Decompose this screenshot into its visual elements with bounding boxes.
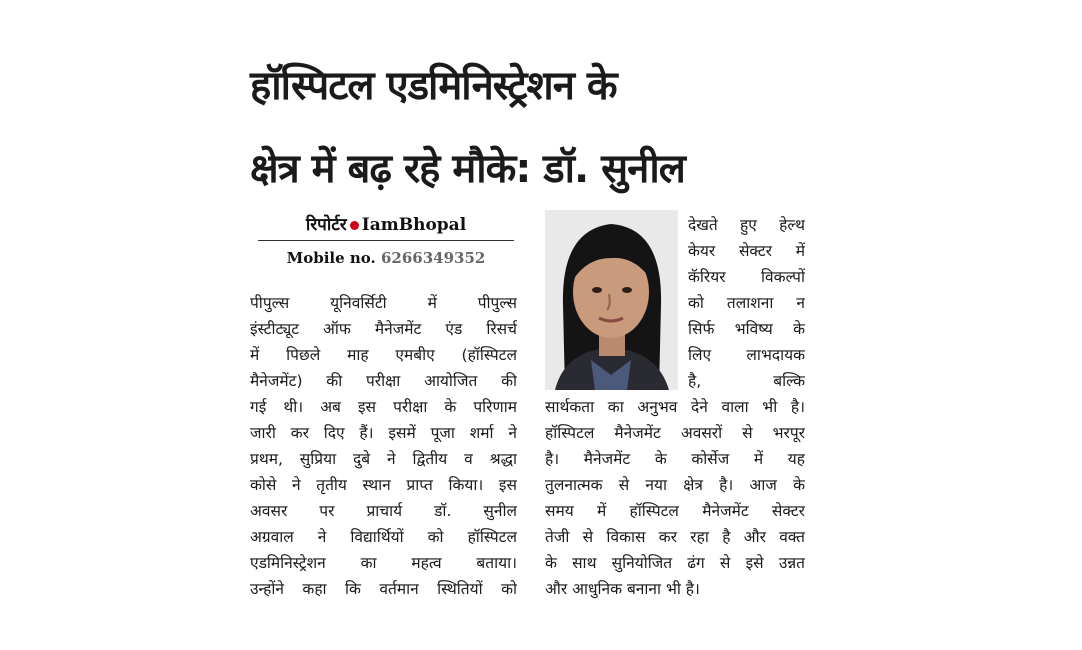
reporter-label: रिपोर्टर	[305, 215, 347, 235]
article-line: एडमिनिस्ट्रेशन का महत्व बताया।	[250, 554, 517, 572]
article-line: है, बल्कि	[688, 372, 805, 390]
article-line: तुलनात्मक से नया क्षेत्र है। आज के	[545, 476, 805, 494]
mobile-label: Mobile no.	[286, 249, 376, 267]
article-line: सिर्फ भविष्य के	[688, 320, 805, 338]
article-line: अवसर पर प्राचार्य डॉ. सुनील	[250, 502, 517, 520]
article-line: को तलाशना न	[688, 294, 805, 312]
article-line: गई थी। अब इस परीक्षा के परिणाम	[250, 398, 517, 416]
article-line: उन्होंने कहा कि वर्तमान स्थितियों को	[250, 580, 517, 598]
article-line: सार्थकता का अनुभव देने वाला भी है।	[545, 398, 805, 416]
article-line: में पिछले माह एमबीए (हॉस्पिटल	[250, 346, 517, 364]
article-line: जारी कर दिए हैं। इसमें पूजा शर्मा ने	[250, 424, 517, 442]
headline-line-2: क्षेत्र में बढ़ रहे मौके: डॉ. सुनील	[250, 146, 685, 192]
mobile-line	[258, 246, 514, 270]
headline-line-1: हॉस्पिटल एडमिनिस्ट्रेशन के	[250, 63, 617, 109]
article-line: केयर सेक्टर में	[688, 242, 805, 260]
article-line: और आधुनिक बनाना भी है।	[545, 580, 700, 598]
article-line: हॉस्पिटल मैनेजमेंट अवसरों से भरपूर	[545, 424, 805, 442]
reporter-byline	[258, 213, 514, 237]
article-line: अग्रवाल ने विद्यार्थियों को हॉस्पिटल	[250, 528, 517, 546]
portrait-photo-icon	[545, 210, 678, 390]
article-line: देखते हुए हेल्थ	[688, 216, 805, 234]
portrait-photo	[545, 210, 678, 390]
article-line: समय में हॉस्पिटल मैनेजमेंट सेक्टर	[545, 502, 805, 520]
article-line: प्रथम, सुप्रिया दुबे ने द्वितीय व श्रद्धा	[250, 450, 517, 468]
article-line: पीपुल्स यूनिवर्सिटी में पीपुल्स	[250, 294, 517, 312]
article-line: है। मैनेजमेंट के कोर्सेज में यह	[545, 450, 805, 468]
article-line: तेजी से विकास कर रहा है और वक्त	[545, 528, 805, 546]
red-dot-icon	[350, 221, 359, 230]
mobile-number: 6266349352	[381, 249, 486, 267]
article-line: इंस्टीट्यूट ऑफ मैनेजमेंट एंड रिसर्च	[250, 320, 517, 338]
article-line: कोसे ने तृतीय स्थान प्राप्त किया। इस	[250, 476, 517, 494]
article-line: लिए लाभदायक	[688, 346, 805, 364]
publication-name: IamBhopal	[361, 215, 467, 235]
byline-divider	[258, 240, 514, 241]
article-line: मैनेजमेंट) की परीक्षा आयोजित की	[250, 372, 517, 390]
article-line: कॅरियर विकल्पों	[688, 268, 805, 286]
article-line: के साथ सुनियोजित ढंग से इसे उन्नत	[545, 554, 805, 572]
